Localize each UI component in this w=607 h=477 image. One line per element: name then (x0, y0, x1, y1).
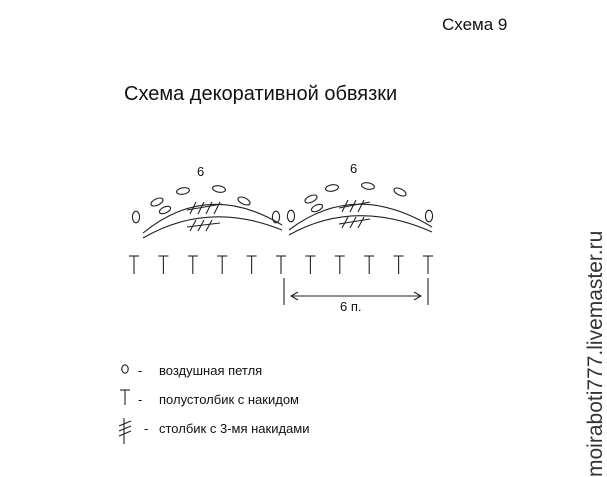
chain-stitch-icon (287, 210, 294, 222)
legend-symbols (119, 365, 131, 444)
legend-dash: - (144, 421, 149, 436)
half-double-crochet-stitch (129, 256, 139, 274)
triple-treble-marks (342, 200, 364, 212)
scheme-number: Схема 9 (442, 15, 508, 34)
half-double-crochet-stitch (305, 256, 315, 274)
right-repeat-count: 6 (350, 161, 358, 176)
half-double-crochet-stitch (247, 256, 257, 274)
chain-stitch-icon (361, 182, 375, 191)
right-fan (287, 182, 432, 235)
half-double-crochet-stitch (364, 256, 374, 274)
legend-label-triple-treble: столбик с 3-мя накидами (159, 421, 310, 436)
left-fan (132, 185, 282, 238)
triple-treble-bar (187, 223, 220, 227)
legend-label-half-double: полустолбик с накидом (159, 392, 299, 407)
chain-stitch-icon (122, 365, 128, 373)
chain-stitch-icon (425, 210, 432, 222)
left-repeat-count: 6 (197, 164, 205, 179)
fan-arc-inner (143, 217, 282, 238)
half-double-crochet-stitch (335, 256, 345, 274)
chain-stitch-icon (304, 193, 318, 204)
base-row (129, 256, 433, 274)
fan-arc-outer (143, 204, 282, 233)
chain-stitch-icon (132, 211, 139, 223)
legend-dash: - (138, 392, 143, 407)
watermark: moiraboti777.livemaster.ru (584, 230, 607, 477)
legend-dash: - (138, 363, 143, 378)
triple-treble-crochet-icon (119, 418, 131, 444)
half-double-crochet-stitch (188, 256, 198, 274)
half-double-crochet-stitch (217, 256, 227, 274)
chain-stitch-icon (212, 185, 226, 194)
half-double-crochet-stitch (423, 256, 433, 274)
chain-stitch-icon (158, 205, 171, 216)
half-double-crochet-stitch (158, 256, 168, 274)
fan-arc-inner (289, 216, 432, 235)
chain-stitch-icon (150, 196, 164, 207)
scheme-title: Схема декоративной обвязки (124, 83, 398, 105)
chain-stitch-icon (393, 186, 407, 197)
span-label: 6 п. (340, 299, 362, 314)
chain-stitch-icon (325, 184, 339, 193)
half-double-crochet-stitch (394, 256, 404, 274)
legend-label-chain: воздушная петля (159, 363, 263, 378)
chain-stitch-icon (176, 187, 190, 196)
half-double-crochet-stitch (276, 256, 286, 274)
chain-stitch-icon (237, 195, 251, 206)
half-double-crochet-icon (120, 390, 130, 405)
